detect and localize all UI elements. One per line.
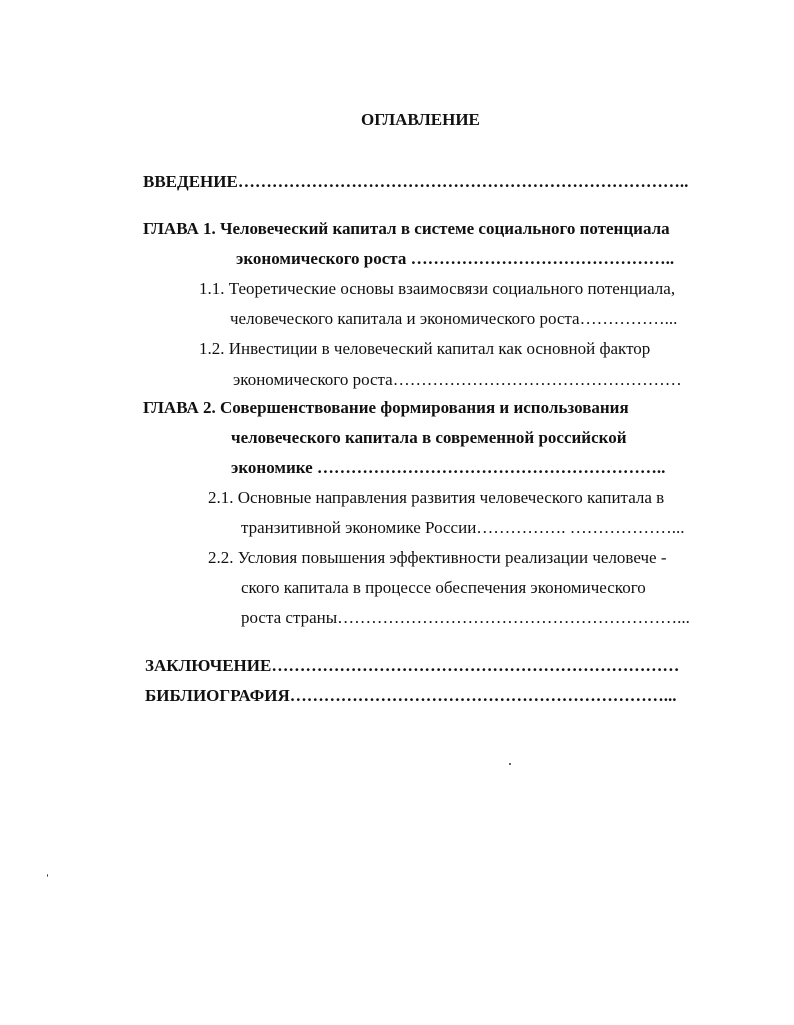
toc-section-2-2-line-2: ского капитала в процессе обеспечения экономического xyxy=(241,578,646,597)
toc-section-2-2-line-1: 2.2. Условия повышения эффективности реализации человече - xyxy=(208,548,667,567)
toc-chapter-2-line-1: ГЛАВА 2. Совершенствование формирования и использования xyxy=(143,398,629,417)
toc-section-1-1-line-1: 1.1. Теоретические основы взаимосвязи социального потенциала, xyxy=(199,279,676,298)
toc-section-1-2-line-2: экономического роста…………………………………………… xyxy=(233,370,682,389)
page-title: ОГЛАВЛЕНИЕ xyxy=(361,110,480,129)
toc-entry-conclusion: ЗАКЛЮЧЕНИЕ……………………………………………………………… xyxy=(145,656,680,675)
toc-section-1-2-line-1: 1.2. Инвестиции в человеческий капитал как основной фактор xyxy=(199,339,651,358)
toc-section-2-1-line-2: транзитивной экономике России……………. ………………... xyxy=(241,518,685,537)
toc-entry-intro: ВВЕДЕНИЕ…………………………………………………………………….. xyxy=(143,172,689,191)
toc-chapter-2-line-2: человеческого капитала в современной российской xyxy=(231,428,627,447)
scan-speck xyxy=(47,874,48,877)
toc-entry-bibliography: БИБЛИОГРАФИЯ…………………………………………………………... xyxy=(145,686,677,705)
toc-section-1-1-line-2: человеческого капитала и экономического роста……………... xyxy=(230,309,678,328)
toc-section-2-1-line-1: 2.1. Основные направления развития человеческого капитала в xyxy=(208,488,665,507)
toc-chapter-1-line-2: экономического роста ……………………………………….. xyxy=(236,249,675,268)
toc-chapter-1-line-1: ГЛАВА 1. Человеческий капитал в системе социального потенциала xyxy=(143,219,670,238)
toc-chapter-2-line-3: экономике …………………………………………………….. xyxy=(231,458,666,477)
scan-speck xyxy=(509,763,511,765)
toc-section-2-2-line-3: роста страны……………………………………………………... xyxy=(241,608,690,627)
